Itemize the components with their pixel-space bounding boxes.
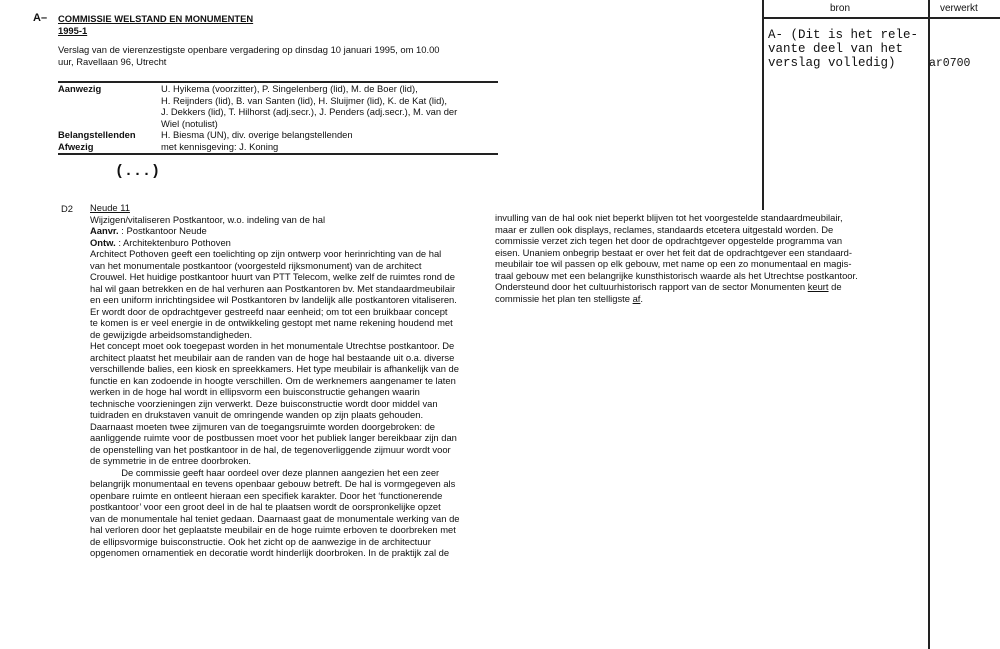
body-line: de openstelling van het postkantoor in de hal, de tegenoverliggende zijmuur wordt voor <box>90 443 451 455</box>
body-text: commissie het plan ten stelligste <box>495 292 630 304</box>
applicant-label: Aanvr. <box>90 225 119 236</box>
margin-header-rule <box>762 17 1000 19</box>
meeting-number: 1995-1 <box>58 25 88 36</box>
intro-line: Verslag van de vierenzestigste openbare vergadering op dinsdag 10 januari 1995, om 10.00 <box>58 44 440 55</box>
body-line: functie en kan zodoende in hoogte verschillen. Om de werknemers aangenamer te laten <box>90 374 456 386</box>
table-bottom-rule <box>58 153 498 155</box>
designer-label: Ontw. <box>90 236 116 248</box>
de-word: de <box>831 281 842 292</box>
body-text: Ondersteund door het cultuurhistorisch rapport van de sector Monumenten <box>495 281 806 292</box>
applicant: : Postkantoor Neude <box>121 225 207 236</box>
body-line: de gewijzigde arbeidsomstandigheden. <box>90 328 253 340</box>
margin-divider <box>762 0 764 210</box>
body-line: architect plaatst het meubilair aan de randen van de hoge hal bestaande uit o.a. diverse <box>90 351 455 363</box>
intro-text <box>58 44 440 67</box>
body-line: hal verloren door het geplaatste meubilair en de hoge ruimte erboven te doorbreken met <box>90 524 456 535</box>
body-line: belangrijk monumentaal en tevens openbaar gebouw betreft. De hal is vormgegeven als <box>90 478 456 489</box>
body-line: maar er zullen ook displays, reclames, standaards etcetera uitgestald worden. De <box>495 223 834 235</box>
attendance-label: Afwezig <box>58 140 94 152</box>
attendance-line: Wiel (notulist) <box>161 117 218 129</box>
item-body-right <box>495 212 858 304</box>
body-line: traal gebouw met een belangrijke kunsthistorisch waarde als het Utrechtse postkantoor. <box>495 269 858 281</box>
attendance-table <box>58 83 457 152</box>
body-line: te komen is er veel energie in de ontwikkeling gestopt met name rekening houdend met <box>90 317 453 328</box>
designer: : Architektenburo Pothoven <box>118 236 231 248</box>
intro-line: uur, Ravellaan 96, Utrecht <box>58 55 167 67</box>
body-line: van het monumentale postkantoor (voorgesteld rijksmonument) van de architect <box>90 259 422 271</box>
attendance-row <box>58 83 457 129</box>
verwerkt-header: verwerkt <box>940 3 978 14</box>
body-line: technische voorzieningen zijn verwerkt. Deze buisconstructie wordt door middel van <box>90 397 438 409</box>
bron-note <box>768 28 918 70</box>
body-line: Architect Pothoven geeft een toelichting op zijn ontwerp voor herinrichting van de hal <box>90 248 442 259</box>
body-line: hal wil gaan betrekken en de hal verhuren aan Postkantoren bv. Met standaardmeubilair <box>90 282 456 294</box>
body-line: invulling van de hal ook niet beperkt blijven tot het voorgestelde standaardmeubilair, <box>495 212 843 223</box>
body-line: tuidraden en drukstaven vanuit de omringende wanden op zijn plaats gehouden. <box>90 409 424 420</box>
attendance-row <box>58 129 457 141</box>
af-word: af <box>632 292 641 304</box>
bron-note-line: A- (Dit is het rele- <box>768 28 919 42</box>
body-line <box>495 281 858 293</box>
verwerkt-value: ar0700 <box>929 57 971 70</box>
attendance-label: Aanwezig <box>58 83 102 94</box>
attendance-line: H. Reijnders (lid), B. van Santen (lid), H. Sluijmer (lid), K. de Kat (lid), <box>161 94 448 106</box>
body-line: werken in de hoge hal wordt in ellipsvorm een buisconstructie gehangen waarin <box>90 386 420 397</box>
item-text-left <box>90 248 460 559</box>
ellipsis: (...) <box>115 163 161 180</box>
committee-title: COMMISSIE WELSTAND EN MONUMENTEN <box>58 13 254 24</box>
attendance-line: J. Dekkers (lid), T. Hilhorst (adj.secr.), J. Penders (adj.secr.), M. van der <box>161 106 458 117</box>
attendance-row <box>58 141 457 153</box>
body-line: en een uniform inrichtingsidee wil Postkantoren bv landelijk alle postkantoren vitaliseren. <box>90 294 457 305</box>
bron-header: bron <box>830 3 851 14</box>
item-text-right <box>495 212 858 281</box>
attendance-line: H. Biesma (UN), div. overige belangstellenden <box>161 129 353 140</box>
body-line: eisen. Unaniem onbegrip bestaat er over het feit dat de opdrachtgever een standaard- <box>495 246 853 258</box>
body-line: opgenomen ornamentiek en decoratie wordt hinderlijk doorbroken. In de praktijk zal de <box>90 547 450 558</box>
body-line: aanliggende ruimte voor de postbussen moet voor het publiek langer bereikbaar zijn dan <box>90 432 457 443</box>
item-address: Neude 11 <box>90 202 130 213</box>
item-body-left <box>90 202 460 559</box>
body-line: De commissie geeft haar oordeel over deze plannen aangezien het een zeer <box>90 466 440 478</box>
body-line <box>495 293 858 305</box>
item-subject: Wijzigen/vitaliseren Postkantoor, w.o. indeling van de hal <box>90 213 326 225</box>
attendance-line: met kennisgeving: J. Koning <box>161 140 279 152</box>
attendance-label: Belangstellenden <box>58 129 136 140</box>
verwerkt-divider <box>928 0 930 649</box>
body-line: Er wordt door de opdrachtgever gestreefd naar eenheid; om tot een bruikbaar concept <box>90 305 448 317</box>
body-line: commissie verzet zich tegen het door de opdrachtgever opgestelde programma van <box>495 235 843 246</box>
body-line: van de monumentale hal teniet gedaan. Daarnaast gaat de monumentale werking van de <box>90 512 460 524</box>
bron-note-line: vante deel van het <box>768 42 904 56</box>
body-line: Crouwel. Het huidige postkantoor huurt van PTT Telecom, welke zelf de ruimtes rond de <box>90 271 455 282</box>
body-line: Het concept moet ook toegepast worden in het monumentale Utrechtse postkantoor. De <box>90 340 455 351</box>
body-line: Daarnaast moeten twee zijmuren van de toegangsruimte worden doorgebroken: de <box>90 420 435 432</box>
body-line: meubilair toe wil passen op elk gebouw, met name op een zo monumentaal en magis- <box>495 258 852 269</box>
body-line: de symmetrie in de entree doorbroken. <box>90 455 252 466</box>
item-code: D2 <box>61 203 73 214</box>
body-line: openbare ruimte en ontleent hieraan een specifiek karakter. Door het ‘functionerende <box>90 489 443 501</box>
keurt-word: keurt <box>807 281 829 292</box>
section-marker: A– <box>33 12 48 24</box>
body-line: de ellipsvormige buisconstructie. Ook het zicht op de aanwezige in de architectuur <box>90 535 431 547</box>
bron-note-line: verslag volledig) <box>768 56 896 70</box>
body-line: verschillende balies, een kiosk en spreekkamers. Het type meubilair is afhankelijk van de <box>90 363 459 374</box>
body-line: postkantoor’ voor een groot deel in de hal te plaatsen wordt de oorspronkelijke opzet <box>90 501 441 512</box>
period: . <box>640 292 644 304</box>
attendance-line: U. Hyikema (voorzitter), P. Singelenberg (lid), M. de Boer (lid), <box>161 83 418 94</box>
